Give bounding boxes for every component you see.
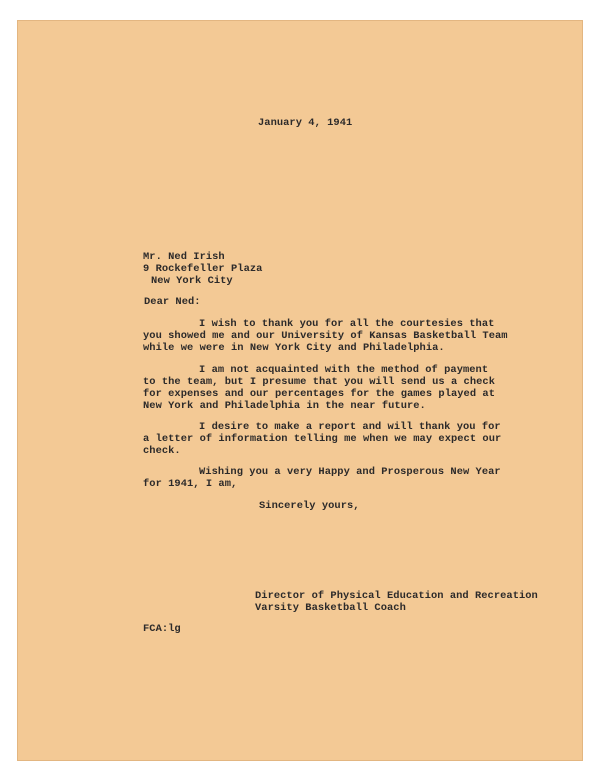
paragraph-line: while we were in New York City and Philadelphia. <box>143 342 445 354</box>
signature-title-line: Varsity Basketball Coach <box>255 602 406 614</box>
letter-date: January 4, 1941 <box>258 117 353 129</box>
paragraph-line: to the team, but I presume that you will send us a check <box>143 376 495 388</box>
paragraph-line: for expenses and our percentages for the games played at <box>143 388 495 400</box>
paragraph-line: I wish to thank you for all the courtesies that <box>199 318 495 330</box>
paragraph-line: Wishing you a very Happy and Prosperous New Year <box>199 466 501 478</box>
closing: Sincerely yours, <box>259 500 360 512</box>
signature-title-line: Director of Physical Education and Recreation <box>255 590 538 602</box>
paragraph-line: I desire to make a report and will thank you for <box>199 421 501 433</box>
paragraph-line: New York and Philadelphia in the near future. <box>143 400 426 412</box>
recipient-city: New York City <box>151 275 233 287</box>
paragraph-line: I am not acquainted with the method of payment <box>199 364 489 376</box>
paragraph-line: a letter of information telling me when we may expect our <box>143 433 502 445</box>
paragraph-line: for 1941, I am, <box>143 478 238 490</box>
paragraph-line: check. <box>143 445 181 457</box>
recipient-street: 9 Rockefeller Plaza <box>143 263 263 275</box>
salutation: Dear Ned: <box>144 296 201 308</box>
typist-initials: FCA:lg <box>143 623 181 635</box>
recipient-name: Mr. Ned Irish <box>143 251 225 263</box>
paragraph-line: you showed me and our University of Kansas Basketball Team <box>143 330 508 342</box>
